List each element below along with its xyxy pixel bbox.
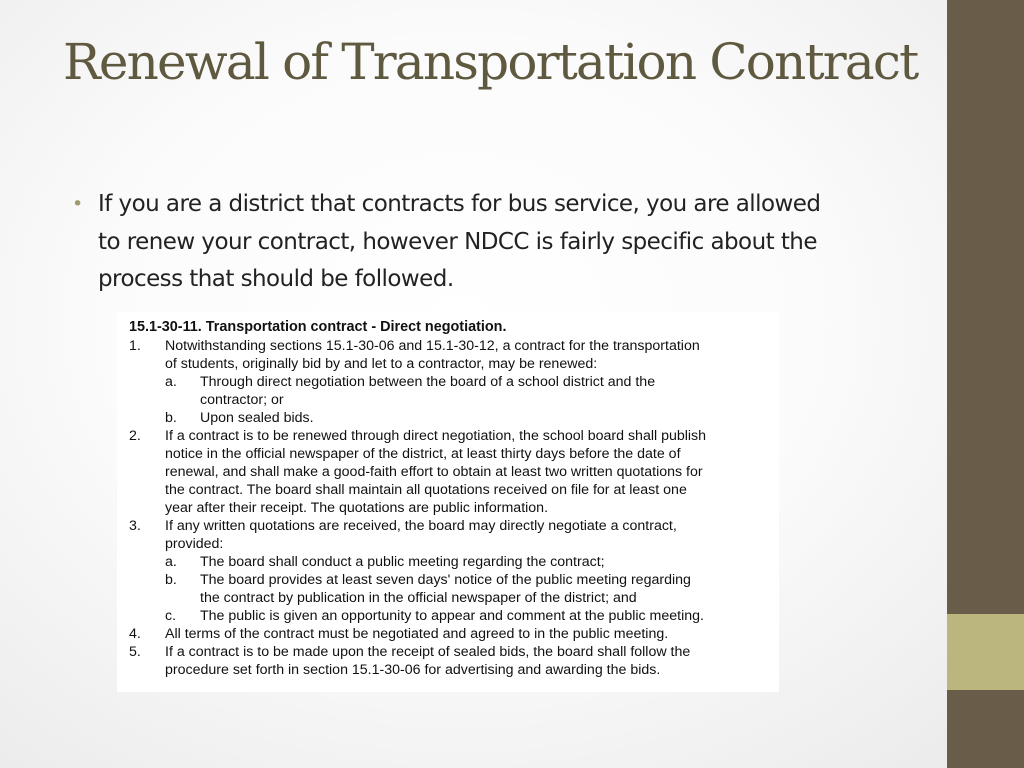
statute-line	[117, 445, 779, 463]
statute-item-number: 3.	[129, 517, 141, 534]
statute-line-text: Upon sealed bids.	[200, 409, 314, 426]
statute-line-text: of students, originally bid by and let to a contractor, may be renewed:	[165, 355, 598, 372]
statute-line	[117, 373, 779, 391]
statute-line	[117, 481, 779, 499]
statute-line	[117, 643, 779, 661]
statute-item-number: 1.	[129, 337, 141, 354]
statute-line	[117, 625, 779, 643]
statute-list	[117, 337, 779, 679]
statute-line-text: If a contract is to be renewed through direct negotiation, the school board shall publish	[165, 427, 707, 444]
statute-line-text: The public is given an opportunity to appear and comment at the public meeting.	[200, 607, 704, 624]
statute-line-text: The board shall conduct a public meeting regarding the contract;	[200, 553, 605, 570]
statute-item-number: c.	[165, 607, 177, 624]
bullet-text: If you are a district that contracts for bus service, you are allowed to renew your contract, however NDCC is fairly specific about the process that should be followed.	[98, 191, 821, 292]
statute-item-number: 5.	[129, 643, 141, 660]
statute-line	[117, 589, 779, 607]
statute-line	[117, 355, 779, 373]
statute-line	[117, 391, 779, 409]
sidebar-accent-block	[947, 614, 1024, 690]
statute-line	[117, 427, 779, 445]
statute-line	[117, 571, 779, 589]
statute-line	[117, 409, 779, 427]
statute-line-text: Notwithstanding sections 15.1-30-06 and 15.1-30-12, a contract for the transportation	[165, 337, 700, 354]
statute-line	[117, 499, 779, 517]
slide-title: Renewal of Transportation Contract	[63, 33, 918, 91]
statute-line-text: notice in the official newspaper of the district, at least thirty days before the date of	[165, 445, 681, 462]
statute-line-text: the contract. The board shall maintain all quotations received on file for at least one	[165, 481, 687, 498]
statute-line-text: year after their receipt. The quotations are public information.	[165, 499, 549, 516]
statute-line	[117, 463, 779, 481]
statute-item-number: b.	[165, 409, 177, 426]
bullet-dot-icon: •	[72, 193, 84, 215]
statute-line-text: If any written quotations are received, the board may directly negotiate a contract,	[165, 517, 677, 534]
statute-line-text: If a contract is to be made upon the receipt of sealed bids, the board shall follow the	[165, 643, 691, 660]
statute-line	[117, 607, 779, 625]
statute-excerpt-image	[117, 312, 779, 692]
statute-line	[117, 337, 779, 355]
statute-line	[117, 661, 779, 679]
statute-line-text: Through direct negotiation between the board of a school district and the	[200, 373, 656, 390]
statute-line-text: procedure set forth in section 15.1-30-06 for advertising and awarding the bids.	[165, 661, 661, 678]
statute-line-text: the contract by publication in the official newspaper of the district; and	[200, 589, 637, 606]
statute-line-text: provided:	[165, 535, 224, 552]
bullet-item	[72, 186, 832, 299]
statute-heading: 15.1-30-11. Transportation contract - Direct negotiation.	[129, 319, 507, 335]
statute-line	[117, 553, 779, 571]
statute-item-number: a.	[165, 553, 177, 570]
statute-line	[117, 535, 779, 553]
statute-line-text: The board provides at least seven days' notice of the public meeting regarding	[200, 571, 691, 588]
statute-line-text: contractor; or	[200, 391, 284, 408]
statute-item-number: 4.	[129, 625, 141, 642]
statute-line	[117, 517, 779, 535]
statute-item-number: a.	[165, 373, 177, 390]
statute-line-text: renewal, and shall make a good-faith effort to obtain at least two written quotations for	[165, 463, 703, 480]
statute-item-number: b.	[165, 571, 177, 588]
statute-line-text: All terms of the contract must be negotiated and agreed to in the public meeting.	[165, 625, 669, 642]
statute-item-number: 2.	[129, 427, 141, 444]
